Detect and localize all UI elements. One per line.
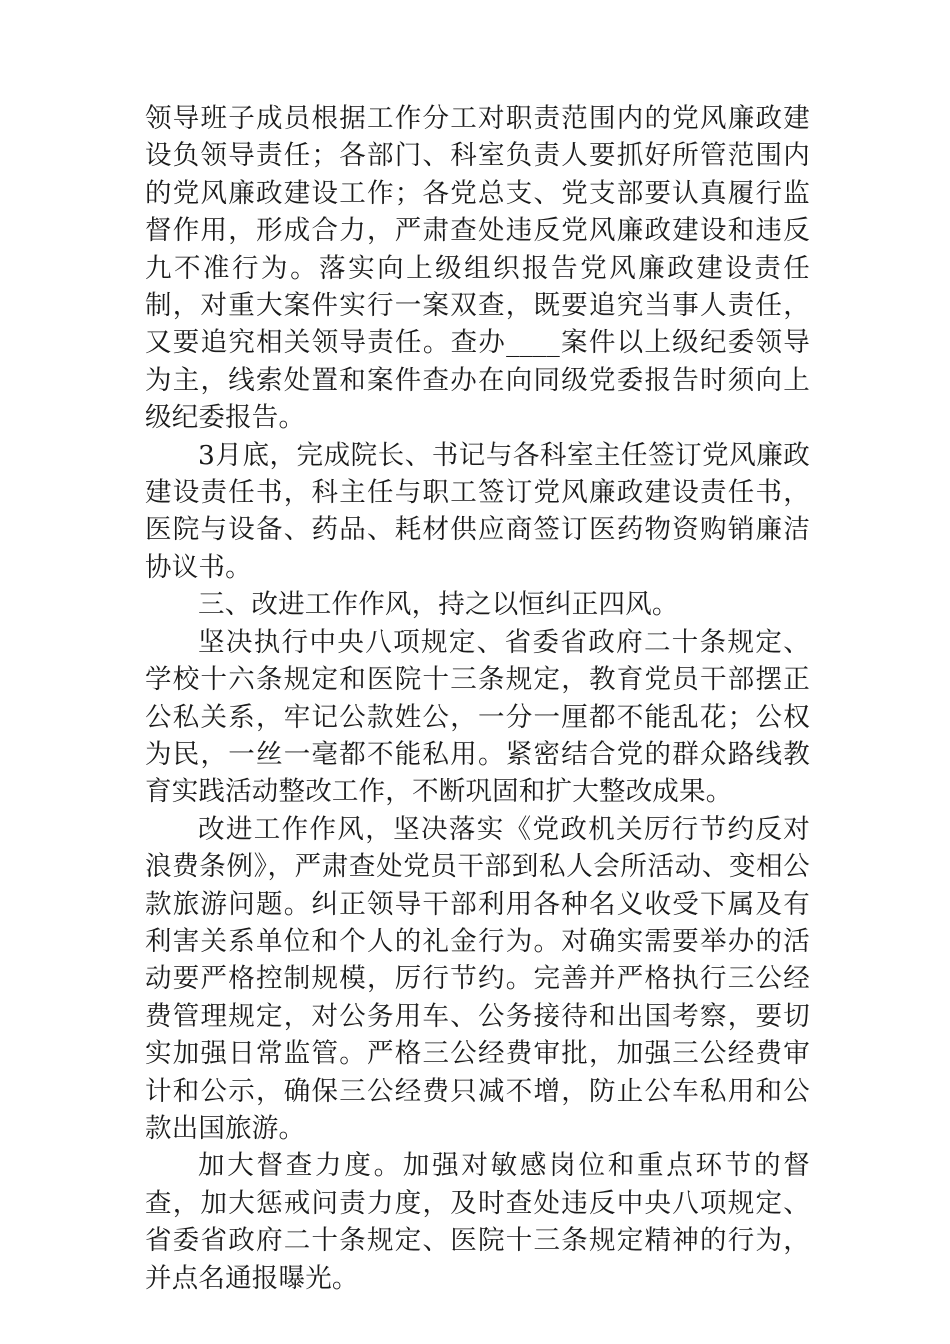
paragraph: 改进工作作风，坚决落实《党政机关厉行节约反对浪费条例》，严肃查处党员干部到私人会所活动、变相公款旅游问题。纠正领导干部利用各种名义收受下属及有利害关系单位和个人的礼金行为。对确实需要举办的活动要严格控制规模，厉行节约。完善并严格执行三公经费管理规定，对公务用车、公务接待和出国考察，要切实加强日常监管。严格三公经费审批，加强三公经费审计和公示，确保三公经费只减不增，防止公车私用和公款出国旅游。: [145, 813, 810, 1144]
paragraph-continuation: 领导班子成员根据工作分工对职责范围内的党风廉政建设负领导责任；各部门、科室负责人要抓好所管范围内的党风廉政建设工作；各党总支、党支部要认真履行监督作用，形成合力，严肃查处违反党风廉政建设和违反九不准行为。落实向上级组织报告党风廉政建设责任制，对重大案件实行一案双查，既要追究当事人责任，又要追究相关领导责任。查办____案件以上级纪委领导为主，线索处置和案件查办在向同级党委报告时须向上级纪委报告。: [145, 103, 810, 434]
section-heading: 三、改进工作作风，持之以恒纠正四风。: [198, 589, 679, 621]
paragraph: 加大督查力度。加强对敏感岗位和重点环节的督查，加大惩戒问责力度，及时查处违反中央八项规定、省委省政府二十条规定、医院十三条规定精神的行为，并点名通报曝光。: [145, 1150, 810, 1294]
paragraph: 坚决执行中央八项规定、省委省政府二十条规定、学校十六条规定和医院十三条规定，教育党员干部摆正公私关系，牢记公款姓公，一分一厘都不能乱花；公权为民，一丝一毫都不能私用。紧密结合党的群众路线教育实践活动整改工作，不断巩固和扩大整改成果。: [145, 626, 810, 808]
document-body: [145, 100, 810, 1297]
paragraph: 3月底，完成院长、书记与各科室主任签订党风廉政建设责任书，科主任与职工签订党风廉政建设责任书，医院与设备、药品、耗材供应商签订医药物资购销廉洁协议书。: [145, 439, 810, 583]
